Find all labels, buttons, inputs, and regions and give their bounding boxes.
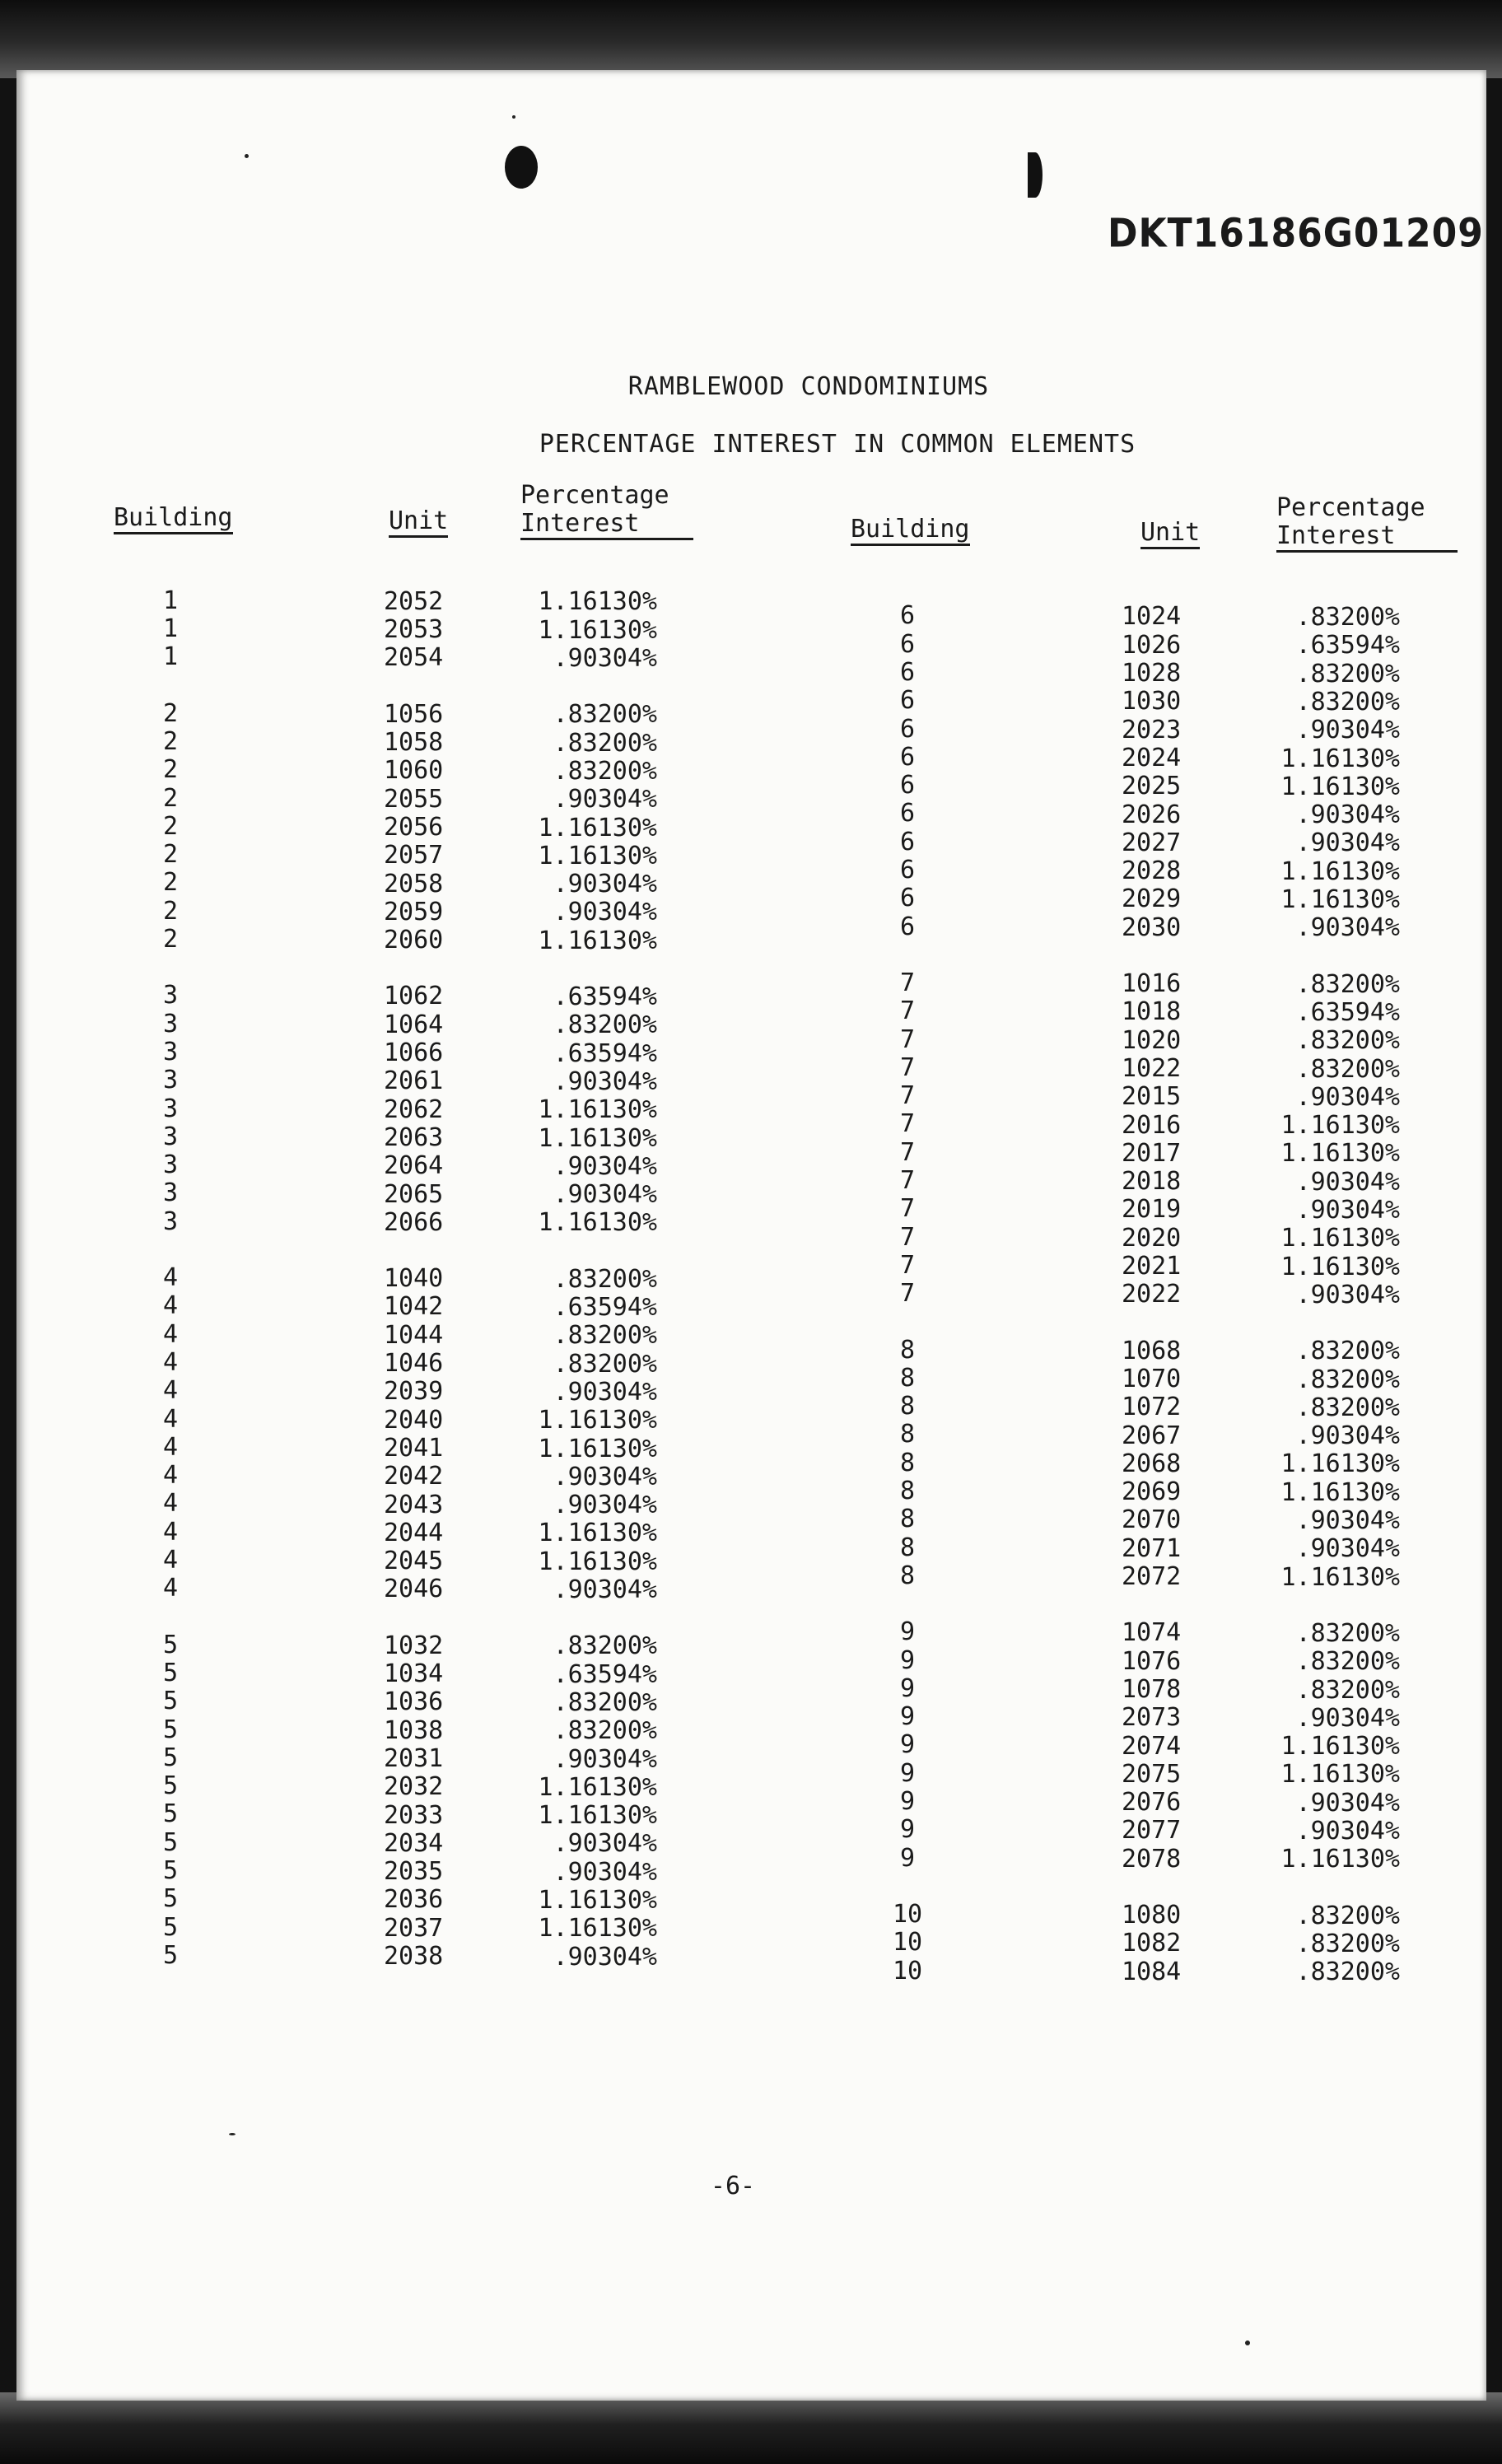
table-cell-building: 3 <box>162 1207 179 1236</box>
table-cell-percent: .83200% <box>1295 970 1400 999</box>
table-cell-unit: 2074 <box>1122 1732 1182 1761</box>
table-cell-building: 5 <box>162 1941 179 1970</box>
table-cell-unit: 1016 <box>1122 969 1182 998</box>
table-cell-percent: .90304% <box>553 1180 657 1209</box>
table-cell-building: 6 <box>899 912 916 941</box>
table-cell-unit: 2015 <box>1122 1082 1182 1111</box>
table-cell-unit: 2073 <box>1122 1703 1182 1732</box>
table-cell-percent: .83200% <box>1295 1647 1400 1676</box>
table-cell-building: 3 <box>162 981 179 1010</box>
header-pct-left <box>520 482 693 540</box>
table-cell-percent: 1.16130% <box>538 1124 657 1153</box>
table-cell-unit: 1034 <box>384 1659 444 1688</box>
table-cell-building: 2 <box>162 925 179 954</box>
table-cell-unit: 1038 <box>384 1716 444 1745</box>
table-cell-unit: 2078 <box>1122 1845 1182 1874</box>
table-cell-percent: .83200% <box>1295 1676 1400 1705</box>
table-cell-unit: 1024 <box>1122 602 1182 631</box>
table-cell-building: 9 <box>899 1844 916 1873</box>
table-cell-unit: 2021 <box>1122 1252 1182 1281</box>
table-cell-building: 4 <box>162 1546 179 1575</box>
table-cell-percent: .83200% <box>1295 1930 1400 1958</box>
table-cell-unit: 2033 <box>384 1801 444 1830</box>
table-cell-unit: 1028 <box>1122 659 1182 688</box>
table-cell-unit: 2031 <box>384 1744 444 1773</box>
header-building-left <box>114 504 233 534</box>
table-cell-building: 3 <box>162 1066 179 1094</box>
table-cell-unit: 2059 <box>384 898 444 926</box>
table-cell-building: 6 <box>899 771 916 800</box>
table-cell-percent: .90304% <box>553 1858 657 1887</box>
table-cell-building: 4 <box>162 1291 179 1320</box>
table-cell-unit: 1066 <box>384 1038 444 1067</box>
table-cell-percent: .83200% <box>1295 688 1400 716</box>
header-unit-right <box>1140 519 1200 549</box>
table-cell-percent: .90304% <box>553 1491 657 1519</box>
table-cell-unit: 1032 <box>384 1631 444 1660</box>
document-title: RAMBLEWOOD CONDOMINIUMS <box>627 372 990 401</box>
table-cell-percent: 1.16130% <box>538 814 657 842</box>
table-cell-building: 6 <box>899 799 916 828</box>
table-cell-unit: 1046 <box>384 1349 444 1378</box>
table-cell-unit: 2023 <box>1122 716 1182 744</box>
table-cell-percent: .63594% <box>553 1039 657 1068</box>
table-cell-percent: .90304% <box>1295 1196 1400 1225</box>
table-cell-percent: .90304% <box>1295 1168 1400 1197</box>
table-cell-building: 4 <box>162 1376 179 1405</box>
table-cell-percent: 1.16130% <box>538 926 657 955</box>
table-cell-building: 5 <box>162 1828 179 1857</box>
table-cell-percent: .83200% <box>1295 1337 1400 1365</box>
table-cell-building: 5 <box>162 1687 179 1715</box>
punch-hole-right <box>1028 152 1043 198</box>
table-cell-building: 9 <box>899 1730 916 1759</box>
table-cell-unit: 2018 <box>1122 1167 1182 1196</box>
table-cell-building: 6 <box>899 686 916 715</box>
table-cell-unit: 2045 <box>384 1547 444 1575</box>
table-cell-percent: 1.16130% <box>1280 857 1400 886</box>
table-cell-building: 5 <box>162 1659 179 1687</box>
table-cell-unit: 1064 <box>384 1010 444 1039</box>
table-cell-percent: .90304% <box>1295 1534 1400 1563</box>
table-cell-unit: 2068 <box>1122 1449 1182 1478</box>
table-cell-percent: .90304% <box>1295 716 1400 744</box>
table-cell-unit: 2039 <box>384 1377 444 1406</box>
table-cell-unit: 2035 <box>384 1857 444 1886</box>
table-cell-unit: 2054 <box>384 643 444 672</box>
table-cell-building: 5 <box>162 1631 179 1659</box>
table-cell-building: 2 <box>162 755 179 784</box>
table-cell-building: 6 <box>899 828 916 856</box>
table-cell-percent: 1.16130% <box>538 1914 657 1943</box>
table-cell-percent: .83200% <box>1295 1055 1400 1084</box>
table-cell-building: 2 <box>162 868 179 897</box>
table-cell-percent: .90304% <box>1295 1281 1400 1309</box>
table-cell-building: 6 <box>899 601 916 630</box>
table-cell-unit: 1078 <box>1122 1675 1182 1704</box>
table-cell-unit: 1018 <box>1122 997 1182 1026</box>
table-cell-percent: 1.16130% <box>1280 744 1400 773</box>
table-cell-unit: 2070 <box>1122 1505 1182 1534</box>
table-cell-percent: 1.16130% <box>1280 1478 1400 1507</box>
table-cell-unit: 2066 <box>384 1208 444 1237</box>
table-cell-unit: 2019 <box>1122 1195 1182 1224</box>
table-cell-building: 4 <box>162 1461 179 1490</box>
table-cell-building: 9 <box>899 1787 916 1816</box>
table-cell-building: 5 <box>162 1715 179 1744</box>
table-cell-percent: .63594% <box>1295 631 1400 660</box>
table-cell-building: 7 <box>899 1279 916 1308</box>
table-cell-unit: 1020 <box>1122 1026 1182 1055</box>
table-cell-percent: .90304% <box>553 1378 657 1407</box>
table-cell-building: 6 <box>899 658 916 687</box>
table-cell-building: 10 <box>892 1900 923 1929</box>
table-cell-unit: 1044 <box>384 1321 444 1350</box>
table-cell-building: 9 <box>899 1759 916 1788</box>
table-cell-building: 6 <box>899 884 916 912</box>
table-cell-percent: 1.16130% <box>538 1886 657 1915</box>
table-cell-percent: .63594% <box>553 1660 657 1689</box>
table-cell-building: 7 <box>899 996 916 1025</box>
table-cell-percent: .83200% <box>1295 1902 1400 1930</box>
table-cell-percent: .90304% <box>1295 1083 1400 1112</box>
table-cell-building: 2 <box>162 699 179 728</box>
table-cell-percent: .83200% <box>553 1321 657 1350</box>
table-cell-building: 2 <box>162 840 179 869</box>
table-cell-building: 1 <box>162 586 179 615</box>
header-pct-line1: Percentage <box>1276 493 1425 522</box>
table-cell-building: 9 <box>899 1815 916 1844</box>
table-cell-percent: .90304% <box>553 644 657 673</box>
table-cell-building: 3 <box>162 1178 179 1207</box>
table-cell-percent: 1.16130% <box>538 616 657 645</box>
table-cell-building: 5 <box>162 1743 179 1772</box>
table-cell-building: 2 <box>162 812 179 841</box>
table-cell-percent: .90304% <box>1295 913 1400 942</box>
table-cell-percent: 1.16130% <box>538 587 657 616</box>
table-cell-unit: 2043 <box>384 1491 444 1519</box>
table-cell-percent: 1.16130% <box>1280 1449 1400 1478</box>
table-cell-percent: 1.16130% <box>538 1435 657 1463</box>
table-cell-percent: .90304% <box>1295 800 1400 829</box>
table-cell-unit: 2077 <box>1122 1816 1182 1845</box>
table-cell-percent: 1.16130% <box>1280 772 1400 801</box>
table-cell-percent: 1.16130% <box>538 1406 657 1435</box>
table-cell-percent: 1.16130% <box>538 1773 657 1802</box>
table-cell-unit: 2063 <box>384 1123 444 1152</box>
table-cell-building: 1 <box>162 642 179 671</box>
table-cell-unit: 2071 <box>1122 1534 1182 1563</box>
table-cell-percent: 1.16130% <box>538 1095 657 1124</box>
table-cell-building: 4 <box>162 1405 179 1434</box>
table-cell-percent: .90304% <box>553 785 657 814</box>
table-cell-percent: .83200% <box>1295 1619 1400 1648</box>
table-cell-building: 9 <box>899 1674 916 1703</box>
table-cell-building: 8 <box>899 1364 916 1393</box>
table-cell-building: 4 <box>162 1574 179 1603</box>
table-cell-building: 10 <box>892 1928 923 1957</box>
table-cell-unit: 1036 <box>384 1687 444 1716</box>
table-cell-percent: .90304% <box>553 1152 657 1181</box>
table-cell-building: 5 <box>162 1799 179 1828</box>
table-cell-percent: .83200% <box>553 1010 657 1039</box>
speck <box>229 2133 236 2135</box>
table-cell-unit: 2027 <box>1122 828 1182 857</box>
table-cell-percent: .83200% <box>553 1716 657 1745</box>
table-cell-building: 3 <box>162 1038 179 1066</box>
table-cell-percent: 1.16130% <box>1280 885 1400 914</box>
table-cell-percent: .63594% <box>553 982 657 1011</box>
table-cell-unit: 1074 <box>1122 1618 1182 1647</box>
table-cell-unit: 1022 <box>1122 1054 1182 1083</box>
table-cell-percent: .90304% <box>1295 1817 1400 1846</box>
table-cell-building: 8 <box>899 1336 916 1365</box>
table-cell-unit: 2072 <box>1122 1562 1182 1591</box>
table-cell-unit: 1082 <box>1122 1929 1182 1958</box>
table-cell-unit: 2029 <box>1122 884 1182 913</box>
table-cell-percent: .83200% <box>553 1688 657 1717</box>
table-cell-unit: 1056 <box>384 700 444 729</box>
table-cell-unit: 2036 <box>384 1885 444 1914</box>
table-cell-unit: 1068 <box>1122 1337 1182 1365</box>
table-cell-building: 2 <box>162 897 179 926</box>
table-cell-building: 4 <box>162 1433 179 1462</box>
table-cell-building: 7 <box>899 1223 916 1252</box>
table-cell-unit: 2058 <box>384 870 444 898</box>
table-cell-unit: 2061 <box>384 1066 444 1095</box>
table-cell-unit: 1062 <box>384 982 444 1010</box>
table-cell-unit: 1058 <box>384 728 444 757</box>
table-cell-building: 9 <box>899 1617 916 1646</box>
table-cell-percent: .63594% <box>1295 998 1400 1027</box>
table-cell-building: 2 <box>162 727 179 756</box>
table-cell-building: 7 <box>899 1166 916 1195</box>
table-cell-unit: 2028 <box>1122 856 1182 885</box>
table-cell-unit: 2060 <box>384 926 444 954</box>
table-cell-unit: 2026 <box>1122 800 1182 829</box>
table-cell-building: 8 <box>899 1477 916 1505</box>
header-building-right <box>851 516 970 546</box>
table-cell-unit: 1070 <box>1122 1365 1182 1393</box>
table-cell-building: 3 <box>162 1122 179 1151</box>
table-cell-unit: 2032 <box>384 1772 444 1801</box>
header-pct-line1: Percentage <box>520 481 669 510</box>
table-cell-building: 9 <box>899 1646 916 1675</box>
table-cell-percent: .90304% <box>1295 1421 1400 1450</box>
table-cell-building: 6 <box>899 715 916 744</box>
table-cell-building: 3 <box>162 1094 179 1123</box>
table-cell-percent: .83200% <box>1295 1026 1400 1055</box>
table-cell-percent: .90304% <box>553 898 657 926</box>
table-cell-percent: .83200% <box>1295 1958 1400 1986</box>
scan-border-top <box>0 0 1502 78</box>
table-cell-percent: .83200% <box>553 1350 657 1379</box>
table-cell-percent: .83200% <box>553 757 657 786</box>
table-cell-percent: .90304% <box>553 870 657 898</box>
table-cell-percent: .90304% <box>1295 1789 1400 1818</box>
table-cell-unit: 2025 <box>1122 772 1182 800</box>
table-cell-percent: 1.16130% <box>538 1801 657 1830</box>
table-cell-percent: .90304% <box>553 1829 657 1858</box>
table-cell-percent: .83200% <box>1295 603 1400 632</box>
table-cell-building: 8 <box>899 1420 916 1449</box>
speck <box>245 154 249 158</box>
table-cell-percent: .90304% <box>553 1067 657 1096</box>
table-cell-unit: 2056 <box>384 813 444 842</box>
table-cell-unit: 2040 <box>384 1406 444 1435</box>
table-cell-unit: 2034 <box>384 1829 444 1858</box>
table-cell-building: 4 <box>162 1348 179 1377</box>
table-cell-unit: 2053 <box>384 615 444 644</box>
table-cell-unit: 1080 <box>1122 1901 1182 1930</box>
table-cell-percent: .90304% <box>553 1745 657 1774</box>
header-pct-line2: Interest <box>520 510 693 540</box>
table-cell-building: 8 <box>899 1392 916 1421</box>
table-cell-percent: .83200% <box>553 1265 657 1294</box>
table-cell-unit: 2044 <box>384 1519 444 1547</box>
table-cell-percent: .83200% <box>1295 660 1400 688</box>
table-cell-percent: .83200% <box>553 729 657 758</box>
table-cell-unit: 1026 <box>1122 631 1182 660</box>
table-cell-building: 3 <box>162 1010 179 1038</box>
table-cell-percent: .90304% <box>1295 828 1400 857</box>
table-cell-building: 7 <box>899 1109 916 1138</box>
table-cell-percent: .90304% <box>1295 1704 1400 1733</box>
table-cell-unit: 1042 <box>384 1292 444 1321</box>
table-cell-building: 6 <box>899 630 916 659</box>
table-cell-percent: 1.16130% <box>538 1519 657 1547</box>
table-cell-unit: 2024 <box>1122 744 1182 772</box>
header-pct-right <box>1276 494 1458 553</box>
table-cell-building: 4 <box>162 1489 179 1518</box>
table-cell-percent: .63594% <box>553 1293 657 1322</box>
table-cell-unit: 2038 <box>384 1942 444 1971</box>
table-cell-percent: 1.16130% <box>1280 1139 1400 1168</box>
table-cell-unit: 2041 <box>384 1434 444 1463</box>
table-cell-building: 7 <box>899 1053 916 1082</box>
table-cell-building: 7 <box>899 1251 916 1280</box>
table-cell-percent: .83200% <box>1295 1393 1400 1422</box>
document-id: DKT16186G01209 <box>1108 210 1484 257</box>
table-cell-percent: .90304% <box>553 1463 657 1491</box>
table-cell-unit: 2042 <box>384 1462 444 1491</box>
table-cell-building: 10 <box>892 1957 923 1986</box>
table-cell-unit: 2075 <box>1122 1760 1182 1789</box>
table-cell-building: 5 <box>162 1884 179 1913</box>
table-cell-building: 7 <box>899 1138 916 1167</box>
table-cell-unit: 2030 <box>1122 913 1182 942</box>
table-cell-building: 5 <box>162 1771 179 1800</box>
header-unit-label: Unit <box>389 507 448 538</box>
table-cell-unit: 2055 <box>384 785 444 814</box>
table-cell-unit: 2052 <box>384 587 444 616</box>
table-cell-unit: 2076 <box>1122 1788 1182 1817</box>
header-building-label: Building <box>114 504 233 534</box>
speck <box>1245 2340 1250 2345</box>
table-cell-unit: 1030 <box>1122 687 1182 716</box>
header-building-label: Building <box>851 516 970 546</box>
table-cell-unit: 1076 <box>1122 1647 1182 1676</box>
table-cell-percent: .83200% <box>1295 1365 1400 1394</box>
table-cell-unit: 2046 <box>384 1575 444 1603</box>
table-cell-unit: 2017 <box>1122 1139 1182 1168</box>
table-cell-building: 4 <box>162 1320 179 1349</box>
table-cell-unit: 2062 <box>384 1095 444 1124</box>
table-cell-building: 6 <box>899 743 916 772</box>
table-cell-building: 5 <box>162 1856 179 1885</box>
table-cell-percent: .83200% <box>553 700 657 729</box>
table-cell-building: 4 <box>162 1518 179 1547</box>
table-cell-unit: 2069 <box>1122 1477 1182 1506</box>
table-cell-percent: .90304% <box>553 1575 657 1604</box>
scan-border-bottom <box>0 2392 1502 2464</box>
table-cell-percent: 1.16130% <box>538 1208 657 1237</box>
speck <box>512 115 515 119</box>
table-cell-percent: .90304% <box>1295 1506 1400 1535</box>
table-cell-unit: 1072 <box>1122 1393 1182 1421</box>
table-cell-building: 5 <box>162 1913 179 1942</box>
table-cell-building: 2 <box>162 784 179 813</box>
document-subtitle: PERCENTAGE INTEREST IN COMMON ELEMENTS <box>539 430 1136 459</box>
header-unit-left <box>389 507 448 538</box>
table-cell-unit: 2016 <box>1122 1111 1182 1140</box>
table-cell-building: 8 <box>899 1505 916 1533</box>
table-cell-building: 7 <box>899 1194 916 1223</box>
table-cell-unit: 1040 <box>384 1264 444 1293</box>
table-cell-percent: 1.16130% <box>538 842 657 870</box>
table-cell-percent: .83200% <box>553 1631 657 1660</box>
table-cell-building: 6 <box>899 856 916 884</box>
table-cell-building: 3 <box>162 1150 179 1179</box>
table-cell-building: 9 <box>899 1702 916 1731</box>
table-cell-unit: 2057 <box>384 841 444 870</box>
table-cell-building: 8 <box>899 1533 916 1562</box>
table-cell-unit: 1060 <box>384 756 444 785</box>
table-cell-percent: 1.16130% <box>1280 1760 1400 1789</box>
table-cell-building: 4 <box>162 1263 179 1292</box>
table-cell-percent: 1.16130% <box>1280 1732 1400 1761</box>
table-cell-unit: 2065 <box>384 1180 444 1209</box>
table-cell-building: 8 <box>899 1449 916 1477</box>
table-cell-percent: 1.16130% <box>1280 1224 1400 1253</box>
punch-hole-left <box>505 146 538 189</box>
table-cell-unit: 1084 <box>1122 1958 1182 1986</box>
table-cell-percent: 1.16130% <box>1280 1111 1400 1140</box>
table-cell-percent: 1.16130% <box>1280 1845 1400 1874</box>
table-cell-unit: 2064 <box>384 1151 444 1180</box>
header-pct-line2: Interest <box>1276 522 1458 553</box>
table-cell-building: 1 <box>162 614 179 643</box>
table-cell-unit: 2020 <box>1122 1224 1182 1253</box>
header-unit-label: Unit <box>1140 519 1200 549</box>
table-cell-percent: 1.16130% <box>1280 1563 1400 1592</box>
table-cell-building: 7 <box>899 1025 916 1054</box>
table-cell-building: 8 <box>899 1561 916 1590</box>
table-cell-unit: 2067 <box>1122 1421 1182 1450</box>
page-number: -6- <box>710 2172 756 2200</box>
table-cell-percent: 1.16130% <box>538 1547 657 1576</box>
table-cell-building: 7 <box>899 968 916 997</box>
table-cell-unit: 2037 <box>384 1914 444 1943</box>
table-cell-percent: .90304% <box>553 1943 657 1972</box>
table-cell-percent: 1.16130% <box>1280 1253 1400 1281</box>
table-cell-unit: 2022 <box>1122 1280 1182 1309</box>
table-cell-building: 7 <box>899 1081 916 1110</box>
